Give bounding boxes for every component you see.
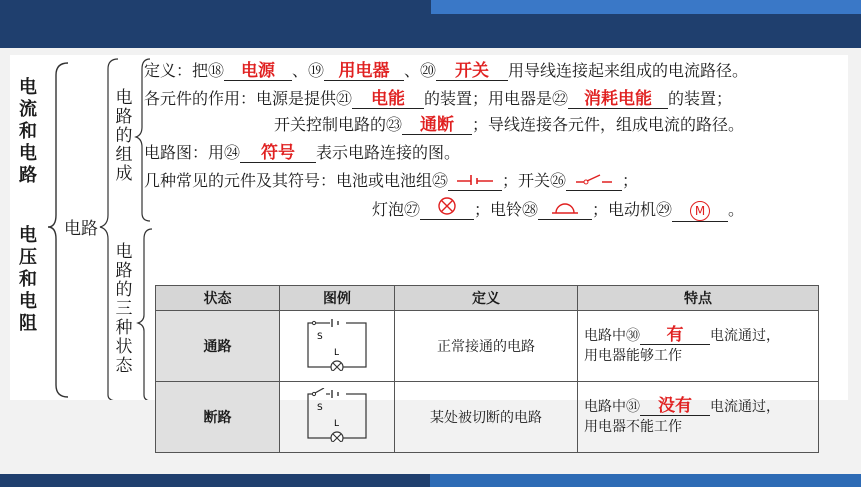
blank-18: 电源 xyxy=(224,62,292,81)
feature-cell: 电路中㉛ 没有 电流通过， 用电器不能工作 xyxy=(578,382,819,453)
states-label: 电 路 的 三 种 状 态 xyxy=(115,242,133,376)
diagram-line: 电路图：用㉔ 符号 表示电路连接的图。 xyxy=(144,143,461,163)
switch-line: 开关控制电路的㉓ 通断 ；导线连接各元件，组成电流的路径。 xyxy=(274,115,745,135)
title-char: 电 xyxy=(19,225,37,246)
svg-text:L: L xyxy=(334,419,340,429)
blank-20: 开关 xyxy=(436,62,508,81)
closed-circuit-diagram xyxy=(280,311,395,382)
title-char: 电 xyxy=(19,77,37,98)
title-char: 阻 xyxy=(19,313,37,334)
title-char: 和 xyxy=(19,269,37,290)
definition-cell: 正常接通的电路 xyxy=(395,311,578,382)
switch-symbol xyxy=(566,172,622,191)
blank-22: 消耗电能 xyxy=(568,90,668,109)
title-char: 路 xyxy=(19,165,37,186)
svg-text:L: L xyxy=(334,348,340,358)
header-feature: 特点 xyxy=(578,286,819,311)
definition-line: 定义：把⑱ 电源 、⑲ 用电器 、⑳ 开关 用导线连接起来组成的电流路径。 xyxy=(144,61,749,81)
table-row xyxy=(156,311,819,382)
bottom-banner xyxy=(0,474,861,487)
battery-symbol xyxy=(448,172,502,191)
roles-line: 各元件的作用：电源是提供㉑ 电能 的装置；用电器是㉒ 消耗电能 的装置； xyxy=(144,89,733,109)
states-table xyxy=(155,285,819,453)
motor-symbol xyxy=(672,201,728,222)
header-state: 状态 xyxy=(156,286,280,311)
header-definition: 定义 xyxy=(395,286,578,311)
blank-31: 没有 xyxy=(640,397,710,416)
motor-circle: M xyxy=(690,201,710,221)
feature-cell: 电路中㉚ 有 电流通过， 用电器能够工作 xyxy=(578,311,819,382)
table-header-row xyxy=(156,286,819,311)
root-label: 电路 xyxy=(64,219,98,239)
lamp-symbol xyxy=(420,197,474,220)
content-card xyxy=(10,55,848,435)
top-banner-accent xyxy=(431,0,861,14)
composition-label: 电 路 的 组 成 xyxy=(115,88,133,184)
title-char: 和 xyxy=(19,121,37,142)
svg-text:S: S xyxy=(317,332,323,342)
top-banner xyxy=(0,0,861,48)
table-row xyxy=(156,382,819,453)
bell-symbol xyxy=(538,199,592,220)
symbols-line: 几种常见的元件及其符号：电池或电池组㉕ ；开关㉖ ； xyxy=(144,171,639,190)
blank-23: 通断 xyxy=(402,116,472,135)
symbols-line-2: 灯泡㉗ ；电铃㉘ ；电动机㉙ M 。 xyxy=(372,197,744,222)
definition-cell: 某处被切断的电路 xyxy=(395,382,578,453)
states-brace xyxy=(138,229,152,400)
blank-24: 符号 xyxy=(240,144,316,163)
definition-brace xyxy=(136,59,150,221)
blank-21: 电能 xyxy=(352,90,424,109)
blank-19: 用电器 xyxy=(324,62,404,81)
title-char: 电 xyxy=(19,291,37,312)
bottom-banner-dark xyxy=(0,474,430,487)
header-diagram: 图例 xyxy=(280,286,395,311)
title-char: 流 xyxy=(19,99,37,120)
open-circuit-diagram xyxy=(280,382,395,453)
state-cell: 断路 xyxy=(156,382,280,453)
blank-30: 有 xyxy=(640,326,710,345)
state-cell: 通路 xyxy=(156,311,280,382)
title-char: 压 xyxy=(19,247,37,268)
title-char: 电 xyxy=(19,143,37,164)
svg-text:S: S xyxy=(317,403,323,413)
